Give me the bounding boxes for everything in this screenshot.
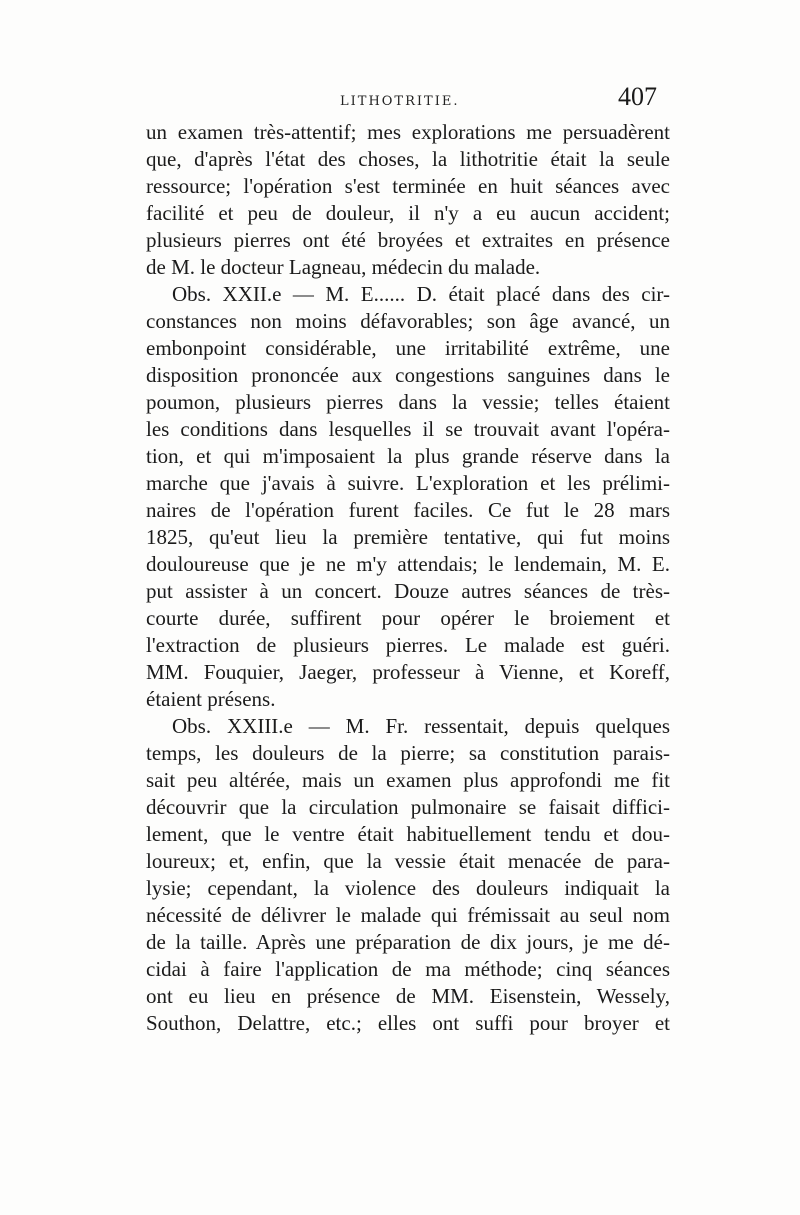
- text-line: les conditions dans lesquelles il se trouvait avant l'opéra-: [146, 417, 670, 441]
- text-line: put assister à un concert. Douze autres séances de très-: [146, 579, 670, 603]
- text-line: constances non moins défavorables; son âge avancé, un: [146, 309, 670, 333]
- text-line: cidai à faire l'application de ma méthode; cinq séances: [146, 957, 670, 981]
- text-line: tion, et qui m'imposaient la plus grande réserve dans la: [146, 444, 670, 468]
- text-line: douloureuse que je ne m'y attendais; le lendemain, M. E.: [146, 552, 670, 576]
- observation-heading-line: Obs. XXII.e — M. E...... D. était placé dans des cir-: [172, 282, 670, 306]
- text-line: que, d'après l'état des choses, la lithotritie était la seule: [146, 147, 670, 171]
- text-line: l'extraction de plusieurs pierres. Le malade est guéri.: [146, 633, 670, 657]
- text-line: marche que j'avais à suivre. L'exploration et les prélimi-: [146, 471, 670, 495]
- text-line: découvrir que la circulation pulmonaire se faisait diffici-: [146, 795, 670, 819]
- text-line: facilité et peu de douleur, il n'y a eu aucun accident;: [146, 201, 670, 225]
- text-line: ressource; l'opération s'est terminée en huit séances avec: [146, 174, 670, 198]
- text-line: un examen très-attentif; mes explorations me persuadèrent: [146, 120, 670, 144]
- text-line: de la taille. Après une préparation de dix jours, je me dé-: [146, 930, 670, 954]
- text-line: Southon, Delattre, etc.; elles ont suffi pour broyer et: [146, 1011, 670, 1035]
- text-line: ont eu lieu en présence de MM. Eisenstein, Wessely,: [146, 984, 670, 1008]
- text-line: loureux; et, enfin, que la vessie était menacée de para-: [146, 849, 670, 873]
- running-head: LITHOTRITIE.: [340, 94, 460, 109]
- text-line: disposition prononcée aux congestions sanguines dans le: [146, 363, 670, 387]
- text-line: temps, les douleurs de la pierre; sa constitution parais-: [146, 741, 670, 765]
- page-number: 407: [618, 82, 657, 111]
- text-line: étaient présens.: [146, 687, 276, 711]
- text-line: sait peu altérée, mais un examen plus approfondi me fit: [146, 768, 670, 792]
- text-line: plusieurs pierres ont été broyées et extraites en présence: [146, 228, 670, 252]
- text-line: naires de l'opération furent faciles. Ce fut le 28 mars: [146, 498, 670, 522]
- text-line: 1825, qu'eut lieu la première tentative, qui fut moins: [146, 525, 670, 549]
- text-line: poumon, plusieurs pierres dans la vessie; telles étaient: [146, 390, 670, 414]
- text-line: MM. Fouquier, Jaeger, professeur à Vienne, et Koreff,: [146, 660, 670, 684]
- text-line: courte durée, suffirent pour opérer le broiement et: [146, 606, 670, 630]
- text-line: embonpoint considérable, une irritabilité extrême, une: [146, 336, 670, 360]
- observation-heading-line: Obs. XXIII.e — M. Fr. ressentait, depuis quelques: [172, 714, 670, 738]
- body-text: [146, 119, 670, 1037]
- text-line: de M. le docteur Lagneau, médecin du malade.: [146, 255, 541, 279]
- text-line: lysie; cependant, la violence des douleurs indiquait la: [146, 876, 670, 900]
- text-line: nécessité de délivrer le malade qui frémissait au seul nom: [146, 903, 670, 927]
- text-line: lement, que le ventre était habituellement tendu et dou-: [146, 822, 670, 846]
